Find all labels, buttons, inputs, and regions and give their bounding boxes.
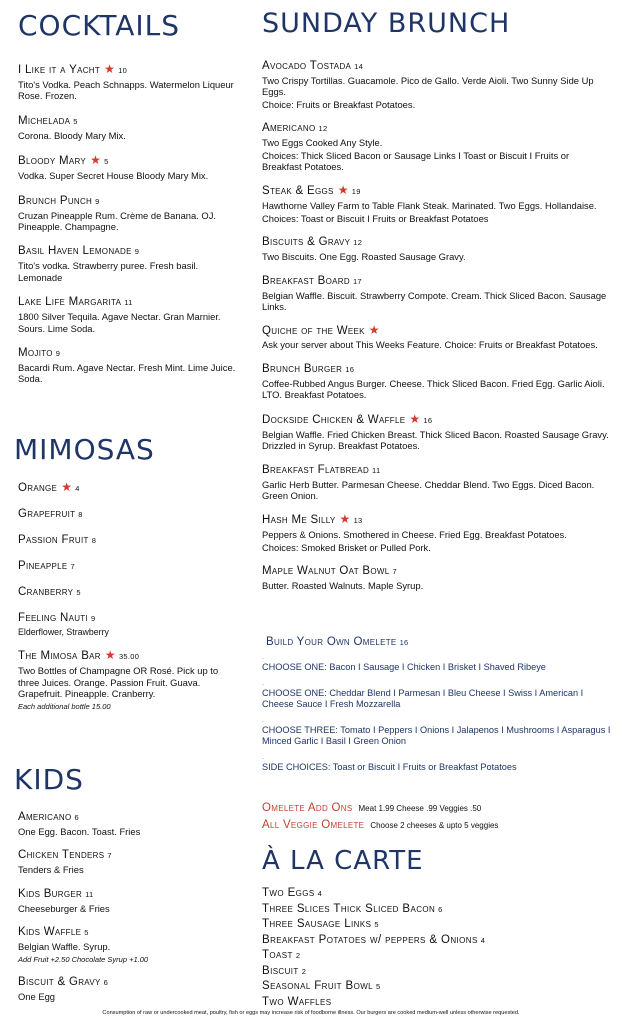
list-item <box>262 412 614 452</box>
star-icon: ★ <box>368 323 380 338</box>
kids-section <box>14 763 239 1009</box>
item-price: 9 <box>55 349 61 359</box>
star-icon: ★ <box>337 183 349 198</box>
omelete-option <box>262 756 614 774</box>
item-name: Toast <box>262 949 293 961</box>
list-item <box>262 362 614 401</box>
omelete-option-text: SIDE CHOICES: Toast or Biscuit I Fruits or Breakfast Potatoes <box>262 761 517 772</box>
list-item <box>18 480 239 496</box>
list-item <box>18 559 239 574</box>
item-price: 11 <box>124 298 133 308</box>
carte-section <box>262 848 614 1010</box>
item-name: Maple Walnut Oat Bowl <box>262 565 390 578</box>
item-price: 5 <box>73 116 78 126</box>
item-price: 5 <box>376 982 381 991</box>
item-name: Brunch Burger <box>262 362 343 375</box>
list-item <box>262 979 614 995</box>
item-price: 6 <box>74 813 79 822</box>
item-name: Americano <box>18 811 72 823</box>
item-name: Feeling Nauti <box>18 612 88 624</box>
list-item <box>262 59 614 110</box>
item-name: Bloody Mary <box>18 155 87 168</box>
item-name: Three Slices Thick Sliced Bacon <box>262 902 436 915</box>
item-price: 7 <box>392 567 397 577</box>
item-name: Avocado Tostada <box>262 60 352 72</box>
list-item <box>18 244 243 283</box>
item-name: Three Sausage Links <box>262 918 372 930</box>
item-desc: Belgian Waffle. Syrup. <box>18 941 111 953</box>
list-item <box>18 585 239 600</box>
omelete-addons <box>262 800 614 834</box>
kids-title: KIDS <box>14 763 84 796</box>
item-price: 5 <box>104 157 109 167</box>
item-price: 12 <box>353 238 363 248</box>
item-price: 10 <box>118 66 128 75</box>
star-icon: ★ <box>409 411 421 426</box>
item-desc: Belgian Waffle. Biscuit. Strawberry Compote. Cream. Thick Sliced Bacon. Sausage Links. <box>262 289 607 313</box>
list-item <box>18 810 239 837</box>
item-desc: Tenders & Fries <box>18 864 84 876</box>
item-name: Two Waffles <box>262 995 332 1008</box>
left-column <box>18 9 243 392</box>
item-desc: Two Crispy Tortillas. Guacamole. Pico de Gallo. Verde Aioli. Two Sunny Side Up Eggs. <box>262 75 594 98</box>
item-name: Orange <box>18 482 58 494</box>
item-desc: Cruzan Pineapple Rum. Crème de Banana. OJ. Pineapple. Champagne. <box>18 209 217 233</box>
item-name: Lake Life Margarita <box>18 296 122 309</box>
item-note: Each additional bottle 15.00 <box>18 701 111 711</box>
item-name: Cranberry <box>18 586 74 598</box>
list-item <box>18 611 239 638</box>
bullet-icon: · <box>262 718 264 725</box>
item-name: Breakfast Flatbread <box>262 463 370 476</box>
list-item <box>18 533 239 548</box>
cocktails-title: COCKTAILS <box>18 9 181 42</box>
item-name: Kids Waffle <box>18 926 82 939</box>
item-desc: Cheeseburger & Fries <box>18 902 110 914</box>
list-item <box>262 274 614 313</box>
omelete-option-text: CHOOSE ONE: Bacon I Sausage I Chicken I Brisket I Shaved Ribeye <box>262 662 546 672</box>
list-item <box>18 346 243 385</box>
item-desc: Garlic Herb Butter. Parmesan Cheese. Cheddar Blend. Two Eggs. Diced Bacon. Green Onion. <box>262 478 595 501</box>
item-name: Grapefruit <box>18 508 76 520</box>
item-desc-2: Choices: Smoked Brisket or Pulled Pork. <box>262 541 431 553</box>
list-item <box>18 848 239 875</box>
item-price: 5 <box>84 928 89 938</box>
list-item <box>18 975 239 1002</box>
item-desc: One Egg. Bacon. Toast. Fries <box>18 826 141 837</box>
right-column <box>262 10 614 599</box>
item-name: Americano <box>262 122 316 135</box>
item-name: Breakfast Potatoes w/ peppers & Onions <box>262 933 478 946</box>
item-price: 7 <box>70 562 75 571</box>
item-name: Breakfast Board <box>262 274 350 287</box>
item-price: 13 <box>353 516 363 526</box>
list-item <box>18 887 239 914</box>
item-price: 2 <box>301 966 307 976</box>
list-item <box>18 194 243 233</box>
star-icon: ★ <box>104 648 116 663</box>
addon-detail: Meat 1.99 Cheese .99 Veggies .50 <box>358 804 482 813</box>
item-price: 11 <box>372 465 381 475</box>
list-item <box>262 948 614 964</box>
item-name: Seasonal Fruit Bowl <box>262 980 374 992</box>
item-desc: Two Eggs Cooked Any Style. <box>262 137 383 149</box>
item-name: Dockside Chicken & Waffle <box>262 413 406 426</box>
item-price: 4 <box>75 484 80 493</box>
item-name: Passion Fruit <box>18 534 89 546</box>
item-name: Chicken Tenders <box>18 849 105 862</box>
item-desc: Elderflower, Strawberry <box>18 627 109 637</box>
addon-label: Omelete Add Ons <box>262 802 353 814</box>
item-desc: One Egg <box>18 990 56 1002</box>
item-desc: 1800 Silver Tequila. Agave Nectar. Gran Marnier. Sours. Lime Soda. <box>18 311 221 334</box>
omelete-price: 16 <box>399 638 409 647</box>
item-price: 17 <box>352 276 362 286</box>
star-icon: ★ <box>339 512 351 527</box>
item-price: 9 <box>95 196 100 206</box>
item-price: 7 <box>107 851 112 861</box>
star-icon: ★ <box>104 62 116 76</box>
item-price: 6 <box>438 904 443 914</box>
item-price: 5 <box>374 920 379 929</box>
list-item <box>18 114 243 141</box>
list-item <box>18 648 239 710</box>
list-item <box>262 463 614 502</box>
item-name: Michelada <box>18 114 71 127</box>
omelete-option <box>262 682 614 711</box>
item-desc: Two Biscuits. One Egg. Roasted Sausage Gravy. <box>262 251 466 263</box>
item-price: 2 <box>295 951 301 960</box>
item-name: Biscuit <box>262 964 299 977</box>
item-price: 11 <box>85 889 94 899</box>
item-price: 6 <box>103 977 109 987</box>
veggie-label: All Veggie Omelete <box>262 819 365 831</box>
item-name: Pineapple <box>18 560 68 572</box>
list-item <box>18 925 239 963</box>
item-name: Hash Me Silly <box>262 514 336 527</box>
item-note: Add Fruit +2.50 Chocolate Syrup +1.00 <box>18 954 149 964</box>
omelete-title: Build Your Own Omelete <box>266 636 397 648</box>
item-desc: Coffee-Rubbed Angus Burger. Cheese. Thick Sliced Bacon. Fried Egg. Garlic Aioli. LTO. Breakfast Potatoes. <box>262 377 605 401</box>
star-icon: ★ <box>61 480 73 494</box>
item-desc: Tito's vodka. Strawberry puree. Fresh basil. Lemonade <box>18 260 199 283</box>
item-price: 16 <box>423 415 433 425</box>
item-desc: Corona. Bloody Mary Mix. <box>18 129 126 141</box>
item-name: Biscuits & Gravy <box>262 236 351 249</box>
list-item <box>262 323 614 350</box>
item-name: I Like it a Yacht <box>18 64 101 76</box>
item-name: Brunch Punch <box>18 194 93 207</box>
omelete-option <box>262 719 614 748</box>
list-item <box>18 153 243 181</box>
footer-disclaimer: Consumption of raw or undercooked meat, poultry, fish or eggs may increase risk of foodborne illness. Our burgers are cooked medium-well unless otherwise requested. <box>102 1010 520 1016</box>
item-name: Basil Haven Lemonade <box>18 245 132 258</box>
mimosas-section <box>14 433 239 718</box>
item-price: 4 <box>317 889 323 898</box>
list-item <box>18 295 243 334</box>
list-item <box>262 886 614 902</box>
list-item <box>262 235 614 262</box>
list-item <box>262 512 614 553</box>
item-desc: Bacardi Rum. Agave Nectar. Fresh Mint. Lime Juice. Soda. <box>18 362 236 385</box>
carte-title: À LA CARTE <box>262 846 424 876</box>
item-desc: Butter. Roasted Walnuts. Maple Syrup. <box>262 580 424 592</box>
item-desc: Belgian Waffle. Fried Chicken Breast. Thick Sliced Bacon. Roasted Sausage Gravy. Drizzled in Syrup. Breakfast Potatoes. <box>262 428 609 452</box>
item-desc: Two Bottles of Champagne OR Rosé. Pick up to three Juices. Orange. Passion Fruit. Guava. Grapefruit. Pineapple. Cranberry. <box>18 665 219 700</box>
item-desc: Vodka. Super Secret House Bloody Mary Mix. <box>18 170 209 182</box>
list-item <box>262 564 614 591</box>
item-price: 5 <box>76 588 81 597</box>
item-desc: Peppers & Onions. Smothered in Cheese. Fried Egg. Breakfast Potatoes. <box>262 529 567 541</box>
mimosas-title: MIMOSAS <box>14 433 155 466</box>
item-desc: Ask your server about This Weeks Feature. Choice: Fruits or Breakfast Potatoes. <box>262 339 598 351</box>
item-price: 35.00 <box>118 652 140 662</box>
list-item <box>18 62 243 102</box>
item-name: The Mimosa Bar <box>18 650 101 663</box>
list-item <box>18 507 239 522</box>
item-price: 9 <box>91 614 96 623</box>
veggie-detail: Choose 2 cheeses & upto 5 veggies <box>370 821 499 830</box>
omelete-option <box>262 656 614 674</box>
veggie-row <box>262 817 614 834</box>
item-price: 16 <box>345 364 355 374</box>
item-name: Mojito <box>18 347 53 360</box>
item-desc-2: Choices: Toast or Biscuit I Fruits or Breakfast Potatoes <box>262 212 489 224</box>
omelete-title-row <box>262 636 614 648</box>
item-desc-2: Choices: Thick Sliced Bacon or Sausage Links I Toast or Biscuit I Fruits or Breakfast Potatoes. <box>262 149 570 173</box>
omelete-option-text: CHOOSE THREE: Tomato I Peppers I Onions I Jalapenos I Mushrooms I Asparagus I Minced Garlic I Basil I Green Onion <box>262 724 611 746</box>
cocktails-list <box>18 62 243 385</box>
omelete-option-text: CHOOSE ONE: Cheddar Blend I Parmesan I Bleu Cheese I Swiss I American I Cheese Sauce I Fresh Mozzarella <box>262 687 584 709</box>
list-item <box>262 917 614 933</box>
item-price: 8 <box>78 510 83 519</box>
brunch-title: SUNDAY BRUNCH <box>262 8 511 39</box>
item-desc: Tito's Vodka. Peach Schnapps. Watermelon Liqueur Rose. Frozen. <box>18 79 234 102</box>
item-price: 19 <box>351 187 361 197</box>
bullet-icon: · <box>262 755 264 762</box>
item-desc-2: Choice: Fruits or Breakfast Potatoes. <box>262 98 416 110</box>
bullet-icon: · <box>262 656 264 662</box>
list-item <box>262 964 614 980</box>
star-icon: ★ <box>90 153 102 168</box>
item-name: Quiche of the Week <box>262 325 365 338</box>
list-item <box>262 995 614 1011</box>
list-item <box>262 902 614 918</box>
item-price: 14 <box>354 62 364 71</box>
item-price: 8 <box>91 536 97 545</box>
item-price: 12 <box>318 124 328 134</box>
item-name: Kids Burger <box>18 887 83 900</box>
list-item <box>262 933 614 949</box>
addon-row <box>262 800 614 817</box>
bullet-icon: · <box>262 681 264 688</box>
item-name: Biscuit & Gravy <box>18 975 101 988</box>
omelete-section <box>262 636 614 781</box>
list-item <box>262 121 614 172</box>
item-price: 4 <box>480 935 486 945</box>
item-desc: Hawthorne Valley Farm to Table Flank Steak. Marinated. Two Eggs. Hollandaise. <box>262 200 597 212</box>
item-name: Two Eggs <box>262 887 315 899</box>
item-price: 9 <box>134 247 140 257</box>
list-item <box>262 183 614 224</box>
item-name: Steak & Eggs <box>262 185 334 198</box>
